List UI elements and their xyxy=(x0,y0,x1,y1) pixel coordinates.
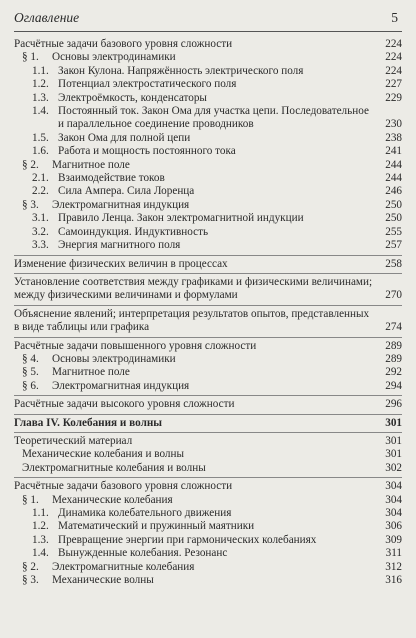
entry-title: Сила Ампера. Сила Лоренца xyxy=(58,185,195,198)
toc-entry xyxy=(14,132,402,145)
separator-line xyxy=(14,477,402,478)
section-number: § 2. xyxy=(22,560,39,573)
entry-page-number: 292 xyxy=(385,366,402,379)
entry-page-number: 224 xyxy=(385,51,402,64)
toc-entry xyxy=(14,65,402,78)
entry-page-number: 229 xyxy=(385,91,402,104)
section-number: 1.3. xyxy=(32,91,49,104)
entry-title: Магнитное поле xyxy=(52,158,130,171)
section-number: 1.2. xyxy=(32,520,49,533)
entry-title: Энергия магнитного поля xyxy=(58,239,181,252)
toc-entry xyxy=(14,462,402,475)
section-number: 1.2. xyxy=(32,78,49,91)
entry-page-number: 316 xyxy=(385,574,402,587)
entry-title: Правило Ленца. Закон электромагнитной индукции xyxy=(58,212,304,225)
entry-title: Потенциал электростатического поля xyxy=(58,78,237,91)
entry-title: Изменение физических величин в процессах xyxy=(14,257,228,270)
section-number: 2.1. xyxy=(32,172,49,185)
toc-entry xyxy=(14,258,402,271)
toc-entry xyxy=(14,435,402,448)
toc-entry xyxy=(14,534,402,547)
entry-title: Глава IV. Колебания и волны xyxy=(14,416,163,429)
page-header xyxy=(14,10,402,30)
entry-page-number: 296 xyxy=(385,398,402,411)
toc-entry xyxy=(14,574,402,587)
entry-page-number: 304 xyxy=(385,480,402,493)
entry-page-number: 250 xyxy=(385,198,402,211)
entry-title: Основы электродинамики xyxy=(52,51,176,64)
section-number: § 5. xyxy=(22,366,39,379)
section-number: 1.5. xyxy=(32,131,49,144)
entry-title: Превращение энергии при гармонических колебаниях xyxy=(58,533,317,546)
toc-entry xyxy=(14,145,402,158)
entry-page-number: 230 xyxy=(385,118,402,131)
toc-entry xyxy=(14,105,402,132)
header-title: Оглавление xyxy=(14,10,80,25)
toc-entry xyxy=(14,417,402,430)
entry-title: Динамика колебательного движения xyxy=(58,507,232,519)
entry-title: Закон Кулона. Напряжённость электрического поля xyxy=(58,64,304,77)
separator-line xyxy=(14,337,402,338)
toc-entry xyxy=(14,398,402,411)
toc-entry xyxy=(14,199,402,212)
entry-title: Механические колебания xyxy=(52,493,173,506)
section-number: § 4. xyxy=(22,352,39,365)
entry-page-number: 306 xyxy=(385,520,402,533)
entry-title: Объяснение явлений; интерпретация результатов опытов, представленных в виде таблицы или графика xyxy=(14,307,370,334)
section-number: 1.1. xyxy=(32,507,49,519)
toc-entry xyxy=(14,185,402,198)
section-number: 1.1. xyxy=(32,64,49,77)
entry-page-number: 301 xyxy=(385,434,402,447)
entry-title: Постоянный ток. Закон Ома для участка цепи. Последовательное и параллельное соединение проводников xyxy=(58,105,369,131)
entry-title: Механические волны xyxy=(52,574,154,587)
entry-page-number: 244 xyxy=(385,172,402,185)
entry-page-number: 289 xyxy=(385,339,402,352)
section-number: 3.3. xyxy=(32,239,49,252)
entry-title: Электромагнитная индукция xyxy=(52,198,190,211)
entry-title: Установление соответствия между графиками и физическими величинами; между физическими величинами и формулами xyxy=(14,275,373,302)
entry-page-number: 224 xyxy=(385,38,402,50)
toc-entry xyxy=(14,507,402,520)
entry-page-number: 255 xyxy=(385,225,402,238)
toc-entry xyxy=(14,561,402,574)
section-number: § 1. xyxy=(22,51,39,64)
entry-title: Расчётные задачи базового уровня сложности xyxy=(14,480,233,493)
toc-entry xyxy=(14,366,402,379)
toc-entry xyxy=(14,494,402,507)
separator-line xyxy=(14,305,402,306)
toc-entry xyxy=(14,448,402,461)
entry-page-number: 301 xyxy=(385,448,402,461)
section-number: 3.1. xyxy=(32,212,49,225)
entry-page-number: 311 xyxy=(385,547,402,560)
table-of-contents xyxy=(14,38,402,587)
section-number: 1.6. xyxy=(32,145,49,158)
toc-entry xyxy=(14,172,402,185)
toc-entry xyxy=(14,239,402,252)
entry-title: Электроёмкость, конденсаторы xyxy=(58,91,207,104)
entry-title: Магнитное поле xyxy=(52,366,130,379)
toc-entry xyxy=(14,276,402,303)
entry-page-number: 301 xyxy=(385,416,402,429)
entry-page-number: 274 xyxy=(385,321,402,334)
entry-page-number: 294 xyxy=(385,379,402,392)
entry-title: Расчётные задачи высокого уровня сложности xyxy=(14,398,235,411)
entry-title: Взаимодействие токов xyxy=(58,172,165,185)
section-number: § 3. xyxy=(22,574,39,587)
section-number: § 6. xyxy=(22,379,39,392)
section-number: § 2. xyxy=(22,158,39,171)
section-number: 1.4. xyxy=(32,105,49,118)
toc-entry xyxy=(14,547,402,560)
section-number: § 1. xyxy=(22,493,39,506)
toc-entry xyxy=(14,380,402,393)
entry-page-number: 227 xyxy=(385,78,402,91)
toc-entry xyxy=(14,159,402,172)
entry-title: Электромагнитные колебания xyxy=(52,560,195,573)
entry-page-number: 312 xyxy=(385,560,402,573)
entry-page-number: 258 xyxy=(385,257,402,270)
separator-line xyxy=(14,395,402,396)
entry-title: Теоретический материал xyxy=(14,434,133,447)
entry-page-number: 289 xyxy=(385,352,402,365)
entry-page-number: 304 xyxy=(385,507,402,519)
section-number: 1.3. xyxy=(32,533,49,546)
entry-page-number: 224 xyxy=(385,64,402,77)
entry-page-number: 238 xyxy=(385,131,402,144)
entry-page-number: 241 xyxy=(385,145,402,158)
separator-line xyxy=(14,414,402,415)
section-number: § 3. xyxy=(22,198,39,211)
toc-entry xyxy=(14,308,402,335)
toc-entry xyxy=(14,520,402,533)
toc-entry xyxy=(14,480,402,493)
toc-entry xyxy=(14,51,402,64)
section-number: 1.4. xyxy=(32,547,49,560)
entry-title: Расчётные задачи повышенного уровня сложности xyxy=(14,339,257,352)
entry-page-number: 302 xyxy=(385,461,402,474)
entry-title: Основы электродинамики xyxy=(52,352,176,365)
toc-entry xyxy=(14,353,402,366)
entry-title: Вынужденные колебания. Резонанс xyxy=(58,547,228,560)
entry-page-number: 250 xyxy=(385,212,402,225)
entry-title: Механические колебания и волны xyxy=(22,448,184,461)
entry-page-number: 246 xyxy=(385,185,402,198)
toc-entry xyxy=(14,78,402,91)
separator-line xyxy=(14,432,402,433)
entry-title: Электромагнитные колебания и волны xyxy=(22,461,206,474)
separator-line xyxy=(14,273,402,274)
entry-page-number: 309 xyxy=(385,533,402,546)
page-number: 5 xyxy=(391,10,398,25)
toc-entry xyxy=(14,340,402,353)
toc-entry xyxy=(14,38,402,51)
entry-title: Закон Ома для полной цепи xyxy=(58,131,191,144)
entry-title: Математический и пружинный маятники xyxy=(58,520,255,533)
entry-title: Работа и мощность постоянного тока xyxy=(58,145,236,158)
entry-title: Самоиндукция. Индуктивность xyxy=(58,225,209,238)
toc-entry xyxy=(14,212,402,225)
entry-title: Электромагнитная индукция xyxy=(52,379,190,392)
entry-page-number: 244 xyxy=(385,158,402,171)
entry-page-number: 257 xyxy=(385,239,402,252)
header-divider xyxy=(14,31,402,32)
section-number: 3.2. xyxy=(32,225,49,238)
separator-line xyxy=(14,255,402,256)
entry-title: Расчётные задачи базового уровня сложности xyxy=(14,38,233,50)
entry-page-number: 304 xyxy=(385,493,402,506)
toc-entry xyxy=(14,92,402,105)
toc-entry xyxy=(14,226,402,239)
entry-page-number: 270 xyxy=(385,289,402,302)
section-number: 2.2. xyxy=(32,185,49,198)
